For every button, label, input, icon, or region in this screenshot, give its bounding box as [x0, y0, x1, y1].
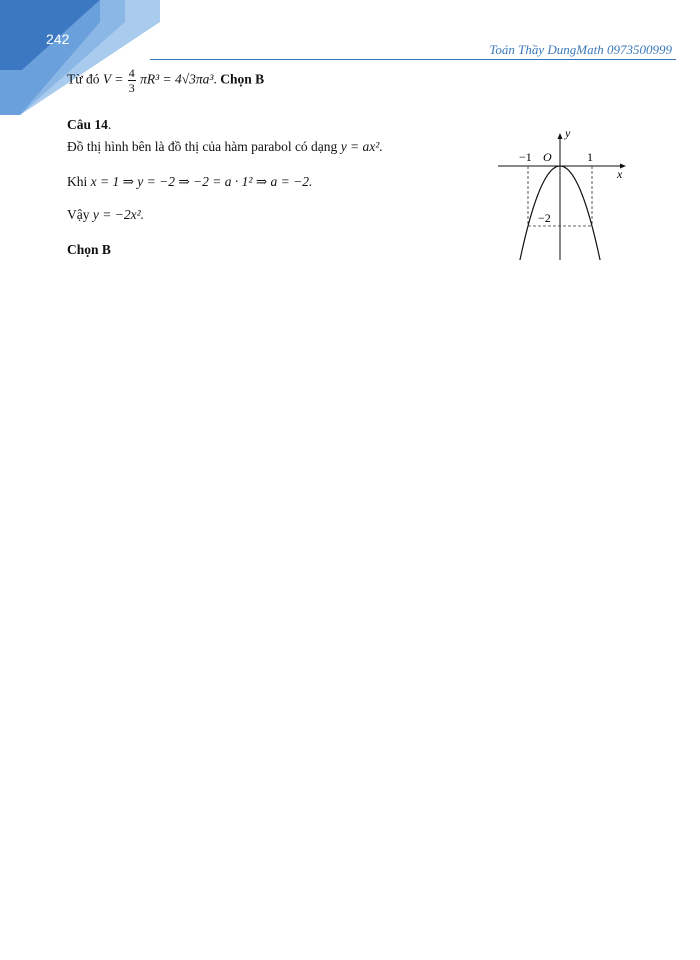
x-axis-label: x: [617, 167, 623, 181]
step2-prefix: Vậy: [67, 207, 90, 222]
statement-text: Đồ thị hình bên là đồ thị của hàm parabol có dạng: [67, 139, 338, 154]
page-number: 242: [46, 31, 70, 47]
tick-label-neg1: −1: [519, 150, 532, 164]
tick-label-pos1: 1: [587, 150, 593, 164]
question-number: Câu 14: [67, 117, 108, 132]
prev-solution-line: [67, 66, 264, 95]
question-label-period: .: [107, 117, 112, 132]
volume-fraction: [128, 66, 136, 95]
prev-answer: Chọn B: [220, 71, 265, 87]
prev-period: .: [213, 71, 217, 87]
step2-formula: y = −2x².: [92, 207, 145, 222]
volume-lhs: V =: [102, 71, 124, 87]
volume-rhs: πR³ = 4√3πa³: [140, 71, 214, 87]
header-rule: [150, 59, 676, 60]
question-statement: [67, 139, 383, 155]
tick-label-neg2: −2: [538, 211, 551, 225]
step1-prefix: Khi: [67, 174, 88, 189]
statement-formula: y = ax².: [340, 139, 383, 154]
question-answer: Chọn B: [67, 242, 111, 257]
solution-step-2: [67, 207, 144, 223]
y-axis-label: y: [565, 128, 571, 140]
solution-step-1: [67, 174, 312, 190]
fraction-numerator: 4: [128, 66, 135, 80]
y-axis-arrow: [558, 133, 563, 139]
prev-solution-prefix: Từ đó: [67, 71, 100, 87]
page-corner-decoration: [0, 0, 160, 120]
header-title: Toán Thầy DungMath 0973500999: [489, 42, 672, 57]
question-label: [67, 117, 111, 133]
step1-formula: x = 1 ⇒ y = −2 ⇒ −2 = a · 1² ⇒ a = −2.: [90, 174, 313, 189]
fraction-denominator: 3: [128, 81, 135, 95]
parabola-graph: [496, 128, 636, 260]
origin-label: O: [543, 150, 552, 164]
